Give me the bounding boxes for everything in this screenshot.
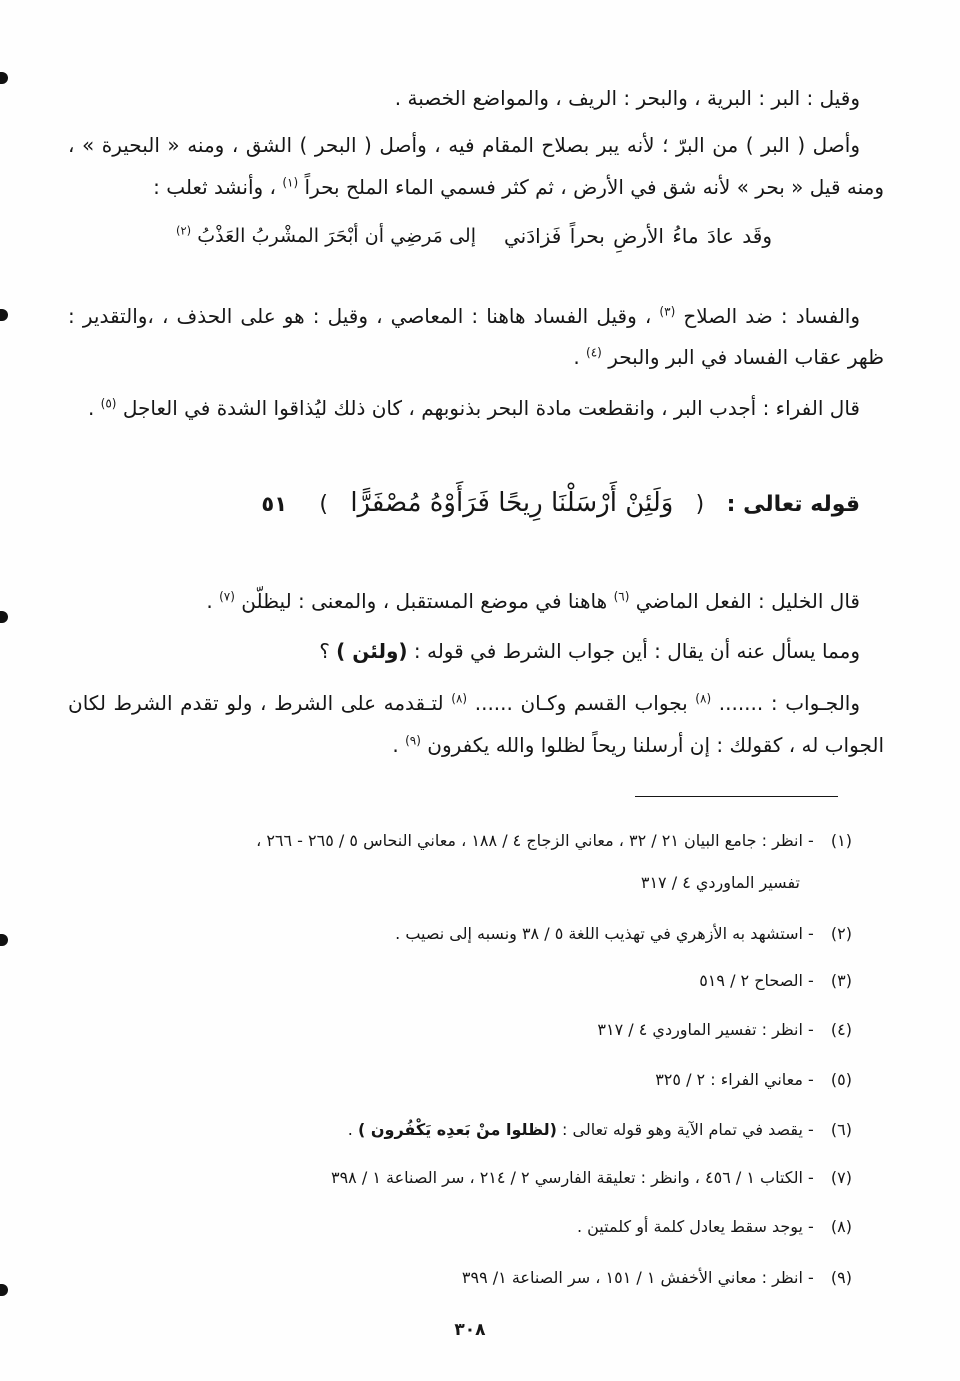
verse-text: وقَد عادَ ماءُ الأرضِ بحراً فَزادَني	[504, 224, 772, 248]
footnote-4	[96, 1015, 852, 1045]
body-text: لتـقدمه على الشرط ، ولو تقدم الشرط لكان	[68, 691, 444, 715]
body-line-3	[68, 170, 884, 204]
body-text: ، وقيل الفساد هاهنا : المعاصي ، وقيل : هو على الحذف ، ،والتقدير :	[68, 304, 652, 328]
opening-parenthesis: (	[695, 492, 705, 517]
page-number: ٣٠٨	[454, 1320, 486, 1340]
footnote-7	[96, 1163, 852, 1193]
binding-hole-mark	[0, 611, 8, 623]
body-text: ؟	[319, 639, 330, 663]
body-text: وقيل : البر : البرية ، والبحر : الريف ، والمواضع الخصبة .	[394, 86, 860, 110]
footnote-text: - انظر : جامع البيان ٢١ / ٣٢ ، معاني الزجاج ٤ / ١٨٨ ، معاني النحاس ٥ / ٢٦٥ - ٢٦٦ ،	[256, 831, 814, 850]
footnote-quote: (لظلوا منْ بَعدِه يَكْفُرون )	[357, 1120, 557, 1139]
footnote-5	[96, 1065, 852, 1095]
footnote-ref: (٥)	[100, 396, 117, 411]
body-text: ومنه قيل « بحر » لأنه شق في الأرض ، ثم كثر فسمي الماء الملح بحراً	[304, 175, 884, 199]
body-text: ومما يسأل عنه أن يقال : أين جواب الشرط في قوله :	[413, 639, 860, 663]
body-text: وأصل ( البر ) من البرّ ؛ لأنه يبر بصلاح المقام فيه ، وأصل ( البحر ) الشق ، ومنه « البحيرة » ،	[68, 133, 860, 157]
body-line-11	[68, 686, 860, 720]
footnote-text: - استشهد به الأزهري في تهذيب اللغة ٥ / ٣٨ ونسبه إلى نصيب .	[395, 924, 814, 943]
footnote-number: (٩)	[830, 1268, 852, 1287]
body-text: .	[392, 733, 399, 757]
body-text: هاهنا في موضع المستقبل ، والمعنى : ليظلّن	[241, 589, 608, 613]
footnote-ref: (٤)	[586, 345, 602, 360]
verse-second-hemistich	[176, 219, 476, 253]
body-text: قال الفراء : أجدب البر ، وانقطعت مادة البحر بذنوبهم ، كان ذلك ليُذاقوا الشدة في العاجل	[122, 396, 860, 420]
footnote-8	[96, 1212, 852, 1242]
poetry-verse	[0, 219, 960, 253]
footnote-ref: (٧)	[219, 589, 235, 604]
binding-hole-mark	[0, 309, 8, 321]
body-text: .	[206, 589, 213, 613]
binding-hole-mark	[0, 1284, 8, 1296]
footnote-number: (٤)	[830, 1020, 852, 1039]
body-text: والفساد : ضد الصلاح	[683, 304, 861, 328]
verse-first-hemistich	[504, 219, 772, 253]
verse-heading-label: قوله تعالى :	[726, 492, 860, 517]
footnote-ref: (٨)	[451, 691, 468, 706]
body-text: والجـواب : .......	[718, 691, 861, 715]
body-line-5	[68, 299, 860, 333]
footnote-text: - انظر : تفسير الماوردي ٤ / ٣١٧	[597, 1020, 814, 1039]
body-text: .	[87, 396, 95, 420]
body-text: ، وأنشد ثعلب :	[153, 175, 276, 199]
footnote-text: - الكتاب ١ / ٤٥٦ ، وانظر : تعليقة الفارسي ٢ / ٢١٤ ، سر الصناعة ١ / ٣٩٨	[330, 1168, 814, 1187]
footnote-1-continuation	[96, 868, 800, 898]
footnote-number: (١)	[830, 831, 852, 850]
body-line-7	[68, 391, 860, 425]
footnote-6	[96, 1115, 852, 1145]
footnote-ref: (٣)	[659, 304, 676, 319]
footnote-ref: (٨)	[695, 691, 712, 706]
body-text: .	[573, 345, 580, 369]
binding-hole-mark	[0, 934, 8, 946]
footnote-text: - معاني الفراء : ٢ / ٣٢٥	[655, 1070, 814, 1089]
footnote-ref: (١)	[282, 175, 299, 190]
footnote-ref: (٦)	[613, 589, 630, 604]
footnote-separator	[635, 796, 838, 797]
footnote-text: تفسير الماوردي ٤ / ٣١٧	[640, 873, 800, 892]
footnote-number: (٦)	[830, 1120, 852, 1139]
body-text: الجواب له ، كقولك : إن أرسلنا ريحاً لظلوا والله يكفرون	[427, 733, 884, 757]
body-line-10	[68, 634, 860, 668]
footnote-number: (٧)	[830, 1168, 852, 1187]
binding-hole-mark	[0, 72, 8, 84]
footnote-1	[96, 826, 852, 856]
footnote-text: - انظر : معاني الأخفش ١ / ١٥١ ، سر الصناعة ١/ ٣٩٩	[461, 1268, 814, 1287]
footnote-ref: (٩)	[405, 733, 421, 748]
body-line-1	[68, 81, 860, 115]
footnote-number: (٨)	[830, 1217, 852, 1236]
quran-verse-heading	[68, 478, 860, 530]
body-text: ظهر عقاب الفساد في البر والبحر	[608, 345, 884, 369]
footnote-ref: (٢)	[176, 223, 192, 238]
body-text: قال الخليل : الفعل الماضي	[635, 589, 860, 613]
closing-parenthesis: )	[319, 492, 328, 517]
body-line-2	[68, 128, 860, 162]
footnote-2	[96, 919, 852, 949]
footnote-text: - يقصد في تمام الآية وهو قوله تعالى :	[562, 1120, 814, 1139]
footnote-3	[96, 966, 852, 996]
bold-quote: (ولئن )	[336, 639, 408, 663]
footnote-number: (٢)	[830, 924, 852, 943]
body-line-9	[68, 584, 860, 618]
verse-number: ٥١	[261, 492, 288, 516]
footnote-text: .	[347, 1120, 353, 1139]
footnote-text: - الصحاح ٢ / ٥١٩	[699, 971, 814, 990]
footnote-text: - يوجد سقط يعادل كلمة أو كلمتين .	[576, 1217, 814, 1236]
footnote-9	[96, 1263, 852, 1293]
verse-text: إلى مَرضِي أن أبْحَرَ المشْربُ العَذْبُ	[197, 225, 477, 247]
quran-text: وَلَئِنْ أَرْسَلْنَا رِيحًا فَرَأَوْهُ مُصْفَرًّا	[350, 488, 674, 518]
footnote-number: (٣)	[830, 971, 852, 990]
footnote-number: (٥)	[830, 1070, 852, 1089]
body-line-12	[68, 728, 884, 762]
body-text: بجواب القسم وكـان ......	[474, 691, 688, 715]
body-line-6	[68, 340, 884, 374]
